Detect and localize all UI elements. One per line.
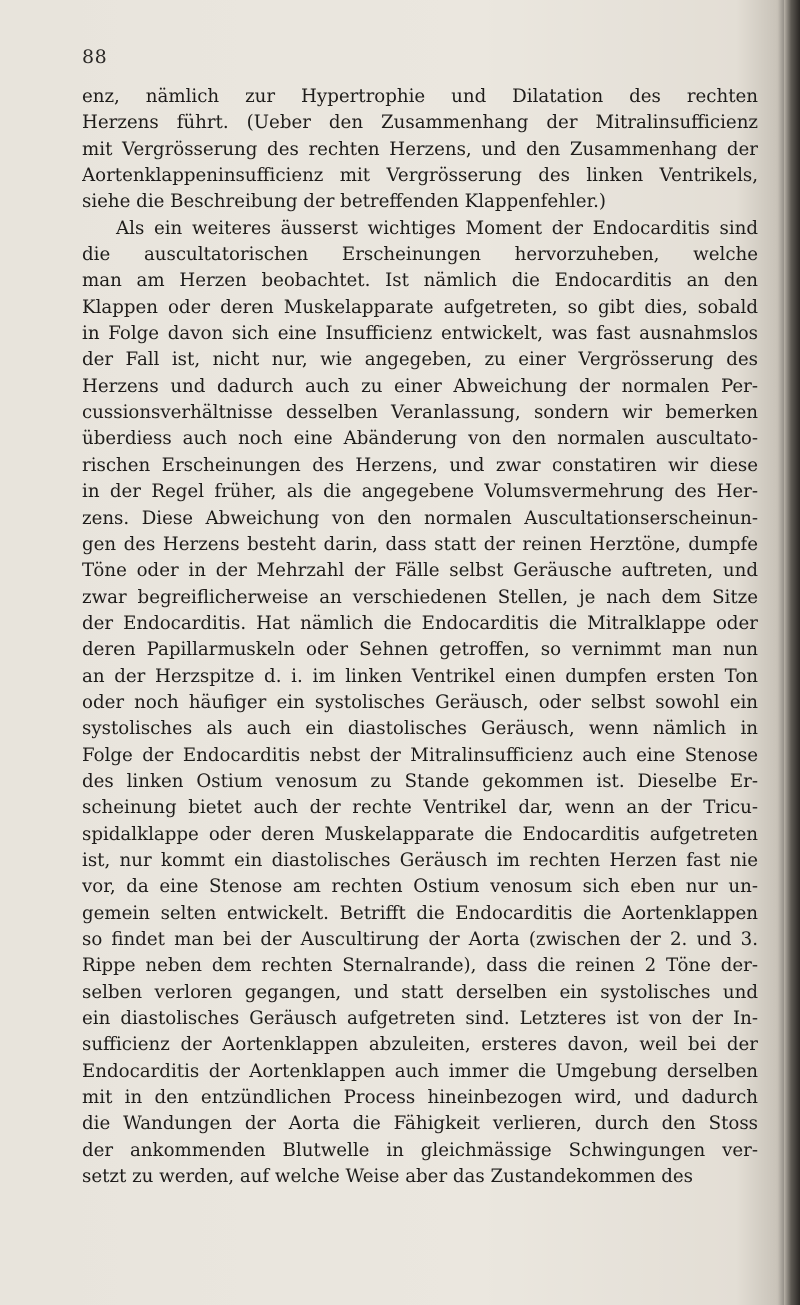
text-line: systolisches als auch ein diastolisches Geräusch, wenn nämlich in bbox=[82, 718, 758, 740]
text-line: selben verloren gegangen, und statt derselben ein systolisches und bbox=[82, 981, 758, 1003]
text-line: ein diastolisches Geräusch aufgetreten sind. Letzteres ist von der In- bbox=[82, 1008, 758, 1030]
text-line: gemein selten entwickelt. Betrifft die Endocarditis die Aortenklappen bbox=[82, 902, 758, 924]
text-line: der ankommenden Blutwelle in gleichmässige Schwingungen ver- bbox=[82, 1139, 758, 1161]
text-line: zens. Diese Abweichung von den normalen Auscultationserscheinun- bbox=[82, 507, 758, 529]
text-line: spidalklappe oder deren Muskelapparate die Endocarditis aufgetreten bbox=[82, 823, 758, 845]
text-line: ist, nur kommt ein diastolisches Geräusch im rechten Herzen fast nie bbox=[82, 849, 758, 871]
text-line: des linken Ostium venosum zu Stande gekommen ist. Dieselbe Er- bbox=[82, 770, 758, 792]
text-line: deren Papillarmuskeln oder Sehnen getroffen, so vernimmt man nun bbox=[82, 639, 758, 661]
text-line: vor, da eine Stenose am rechten Ostium venosum sich eben nur un- bbox=[82, 876, 758, 898]
text-line: scheinung bietet auch der rechte Ventrikel dar, wenn an der Tricu- bbox=[82, 797, 758, 819]
text-line: an der Herzspitze d. i. im linken Ventrikel einen dumpfen ersten Ton bbox=[82, 665, 758, 687]
text-line: Folge der Endocarditis nebst der Mitralinsufficienz auch eine Stenose bbox=[82, 744, 758, 766]
text-line: Herzens und dadurch auch zu einer Abweichung der normalen Per- bbox=[82, 375, 758, 397]
text-line: der Endocarditis. Hat nämlich die Endocarditis die Mitralklappe oder bbox=[82, 612, 758, 634]
text-line: siehe die Beschreibung der betreffenden Klappenfehler.) bbox=[82, 191, 607, 213]
text-line: cussionsverhältnisse desselben Veranlassung, sondern wir bemerken bbox=[82, 402, 758, 424]
text-line: enz, nämlich zur Hypertrophie und Dilatation des rechten bbox=[82, 86, 758, 107]
text-line: zwar begreiflicherweise an verschiedenen Stellen, je nach dem Sitze bbox=[82, 586, 758, 608]
text-line: Aortenklappeninsufficienz mit Vergrösserung des linken Ventrikels, bbox=[82, 165, 758, 187]
body-text bbox=[82, 84, 758, 1190]
text-line: Endocarditis der Aortenklappen auch immer die Umgebung derselben bbox=[82, 1060, 758, 1082]
text-line: Herzens führt. (Ueber den Zusammenhang der Mitralinsufficienz bbox=[82, 112, 758, 134]
text-line: gen des Herzens besteht darin, dass statt der reinen Herztöne, dumpfe bbox=[82, 533, 758, 555]
text-line: in der Regel früher, als die angegebene Volumsvermehrung des Her- bbox=[82, 481, 758, 503]
text-line: die auscultatorischen Erscheinungen hervorzuheben, welche bbox=[82, 244, 758, 266]
text-line: oder noch häufiger ein systolisches Geräusch, oder selbst sowohl ein bbox=[82, 691, 758, 713]
text-line: sufficienz der Aortenklappen abzuleiten, ersteres davon, weil bei der bbox=[82, 1034, 758, 1056]
book-spine bbox=[784, 0, 800, 1305]
text-line: setzt zu werden, auf welche Weise aber das Zustandekommen des bbox=[82, 1166, 693, 1188]
text-line: Rippe neben dem rechten Sternalrande), dass die reinen 2 Töne der- bbox=[82, 955, 758, 977]
text-line: Klappen oder deren Muskelapparate aufgetreten, so gibt dies, sobald bbox=[82, 296, 758, 318]
text-line: so findet man bei der Auscultirung der Aorta (zwischen der 2. und 3. bbox=[82, 929, 758, 950]
text-line: mit Vergrösserung des rechten Herzens, und den Zusammenhang der bbox=[82, 138, 758, 160]
text-line: mit in den entzündlichen Process hineinbezogen wird, und dadurch bbox=[82, 1087, 758, 1109]
text-line: Als ein weiteres äusserst wichtiges Moment der Endocarditis sind bbox=[116, 217, 758, 239]
text-line: rischen Erscheinungen des Herzens, und zwar constatiren wir diese bbox=[82, 454, 758, 476]
text-line: die Wandungen der Aorta die Fähigkeit verlieren, durch den Stoss bbox=[82, 1113, 758, 1135]
text-line: der Fall ist, nicht nur, wie angegeben, zu einer Vergrösserung des bbox=[82, 349, 758, 371]
text-line: in Folge davon sich eine Insufficienz entwickelt, was fast ausnahmslos bbox=[82, 323, 758, 345]
text-line: man am Herzen beobachtet. Ist nämlich die Endocarditis an den bbox=[82, 270, 758, 292]
text-line: Töne oder in der Mehrzahl der Fälle selbst Geräusche auftreten, und bbox=[82, 560, 758, 582]
page-number: 88 bbox=[82, 46, 108, 68]
text-line: überdiess auch noch eine Abänderung von den normalen auscultato- bbox=[82, 428, 758, 450]
